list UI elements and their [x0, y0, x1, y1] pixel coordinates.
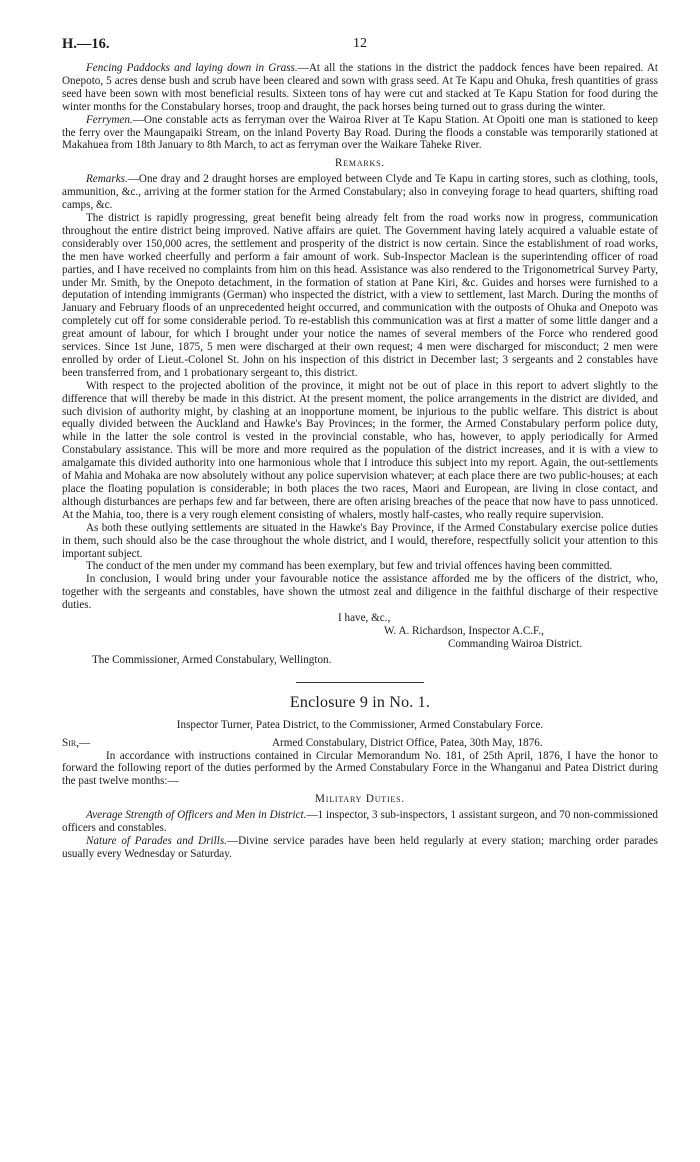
document-page	[62, 38, 658, 861]
ferrymen-text: —One constable acts as ferryman over the Wairoa River at Te Kapu Station. At Opoiti one man is stationed to keep the ferry over the Maungapaiki Stream, on the inland Poverty Bay Road. During the floods a constable was temporarily stationed at Makahuea from 18th January to 8th March, to act as ferryman over the Waikare Taheke River.	[62, 113, 658, 152]
page-number: 12	[353, 36, 367, 51]
strength-paragraph	[62, 809, 658, 835]
military-duties-heading: Military Duties.	[315, 793, 405, 806]
strength-lead: Average Strength of Officers and Men in District.	[86, 809, 307, 822]
fencing-lead: Fencing Paddocks and laying down in Grass.	[86, 62, 298, 74]
addressee: The Commissioner, Armed Constabulary, Wellington.	[92, 653, 332, 666]
signature-title: Commanding Wairoa District.	[448, 637, 583, 650]
remarks-heading: Remarks.	[335, 157, 385, 170]
page-header	[62, 38, 658, 62]
conclusion-paragraph: In conclusion, I would bring under your favourable notice the assistance afforded me by the officers of the district, who, together with the sergeants and constables, have shown the utmost zeal and diligence in the faithful discharge of their respective duties.	[62, 573, 658, 612]
parades-paragraph	[62, 835, 658, 861]
enclosure-title: Enclosure 9 in No. 1.	[289, 693, 431, 711]
conduct-paragraph: The conduct of the men under my command has been exemplary, but few and trivial offences having been committed.	[86, 560, 613, 573]
dateline: Armed Constabulary, District Office, Patea, 30th May, 1876.	[272, 736, 543, 749]
parades-lead: Nature of Parades and Drills.	[86, 834, 227, 847]
ferrymen-lead: Ferrymen.	[86, 113, 133, 126]
remarks-paragraph	[62, 173, 658, 212]
signature-closing: I have, &c.,	[338, 612, 391, 625]
report-code: H.—16.	[62, 36, 110, 52]
fencing-paragraph	[62, 62, 658, 114]
enclosure-intro: In accordance with instructions contained in Circular Memorandum No. 181, of 25th April, 1876, I have the honor to forward the following report of the duties performed by the Armed Constabulary Force in the Whanganui and Patea District during the past twelve months:—	[62, 749, 658, 788]
progress-paragraph: The district is rapidly progressing, great benefit being already felt from the road works now in progress, communication throughout the entire district being improved. Native affairs are quiet. The Government having lately acquired a valuable estate of considerably over 150,000 acres, the settlement and prosperity of the district is now certain. Since the establishment of road works, the men have worked cheerfully and perform a fair amount of work. Sub-Inspector Maclean is the superintending officer of road parties, and I have received no complaints from him on this head. Assistance was also rendered to the Trigonometrical Survey Party, under Mr. Smith, by the Onepoto detachment, in the formation of station at Pane Kiri, &c. Guides and horses were furnished to a deputation of intending immigrants (German) who inspected the district, with a view to settlement, last March. During the months of January and February floods of an unprecedented height occurred, and communication with the outposts of Ohuka and Onepoto was completely cut off for some considerable period. To re-establish this communication was at first a matter of some little danger and a great amount of labour, for which I brought under your notice the names of several members of the Force who rendered good services. Since 1st June, 1875, 5 men were discharged at their own request; 4 men were discharged for misconduct; 2 men were enrolled by order of Lieut.-Colonel St. John on his inspection of this district in December last; 3 sergeants and 2 constables have been transferred from, and 1 probationary sergeant to, this district.	[62, 211, 658, 379]
section-divider	[296, 682, 424, 683]
strength-text: —1 inspector, 3 sub-inspectors, 1 assistant surgeon, and 70 non-commissioned officers and constables.	[62, 809, 658, 835]
remarks-text: —One dray and 2 draught horses are employed between Clyde and Te Kapu in carting stores, such as clothing, tools, ammunition, &c., arriving at the former station for the Armed Constabulary; also in conveying forage to head quarters, shifting road camps, &c.	[62, 173, 658, 212]
settlements-paragraph: As both these outlying settlements are situated in the Hawke's Bay Province, if the Armed Constabulary exercise police duties in them, such should also be the case throughout the whole district, and I would, therefore, respectfully solicit your attention to this important subject.	[62, 521, 658, 560]
parades-text: —Divine service parades have been held regularly at every station; marching order parades usually every Wednesday or Saturday.	[62, 834, 658, 860]
signature-name: W. A. Richardson, Inspector A.C.F.,	[384, 624, 544, 637]
salutation-row	[62, 737, 658, 750]
enclosure-from-line: Inspector Turner, Patea District, to the Commissioner, Armed Constabulary Force.	[176, 718, 544, 731]
abolition-paragraph: With respect to the projected abolition of the province, it might not be out of place in this report to advert slightly to the difference that will thereby be made in this district. At the present moment, the police arrangements in the district are divided, and such division of authority might, by clashing at an inopportune moment, be injurious to the public welfare. This district is about equally divided between the Auckland and Hawke's Bay Provinces; in the former, the Armed Constabulary perform police duty, while in the latter the sole control is vested in the provincial constable, who has, however, to apply periodically for Armed Constabulary assistance. This will be more and more required as the population of the district increases, and it is with a view to amalgamate this divided authority into one harmonious whole that I introduce this subject into my report. Again, the out-settlements of Mahia and Mohaka are now absolutely without any police supervision whatever; at each place there are two public-houses; at each place the floating population is considerable; in both places the two races, Maori and European, are living in close contact, and although disturbances are perhaps few and far between, there are often arising breaches of the peace that now have to pass unnoticed. At the Mahia, too, there is a very rough element consisting of whalers, mostly half-castes, who really require supervision.	[62, 379, 658, 521]
fencing-text: —At all the stations in the district the paddock fences have been repaired. At Onepoto, 5 acres dense bush and scrub have been cleared and sown with grass seed. At Te Kapu and Ohuka, fresh quantities of grass seed have been sown with most beneficial results. Sixteen tons of hay were cut and stacked at Te Kapu Station for food during the winter months for the Constabulary horses, troop and draught, the pack horses being turned out to grass during the winter.	[62, 62, 659, 113]
salutation: Sir,—	[62, 736, 91, 749]
remarks-lead: Remarks.	[86, 173, 128, 186]
ferrymen-paragraph	[62, 114, 658, 153]
